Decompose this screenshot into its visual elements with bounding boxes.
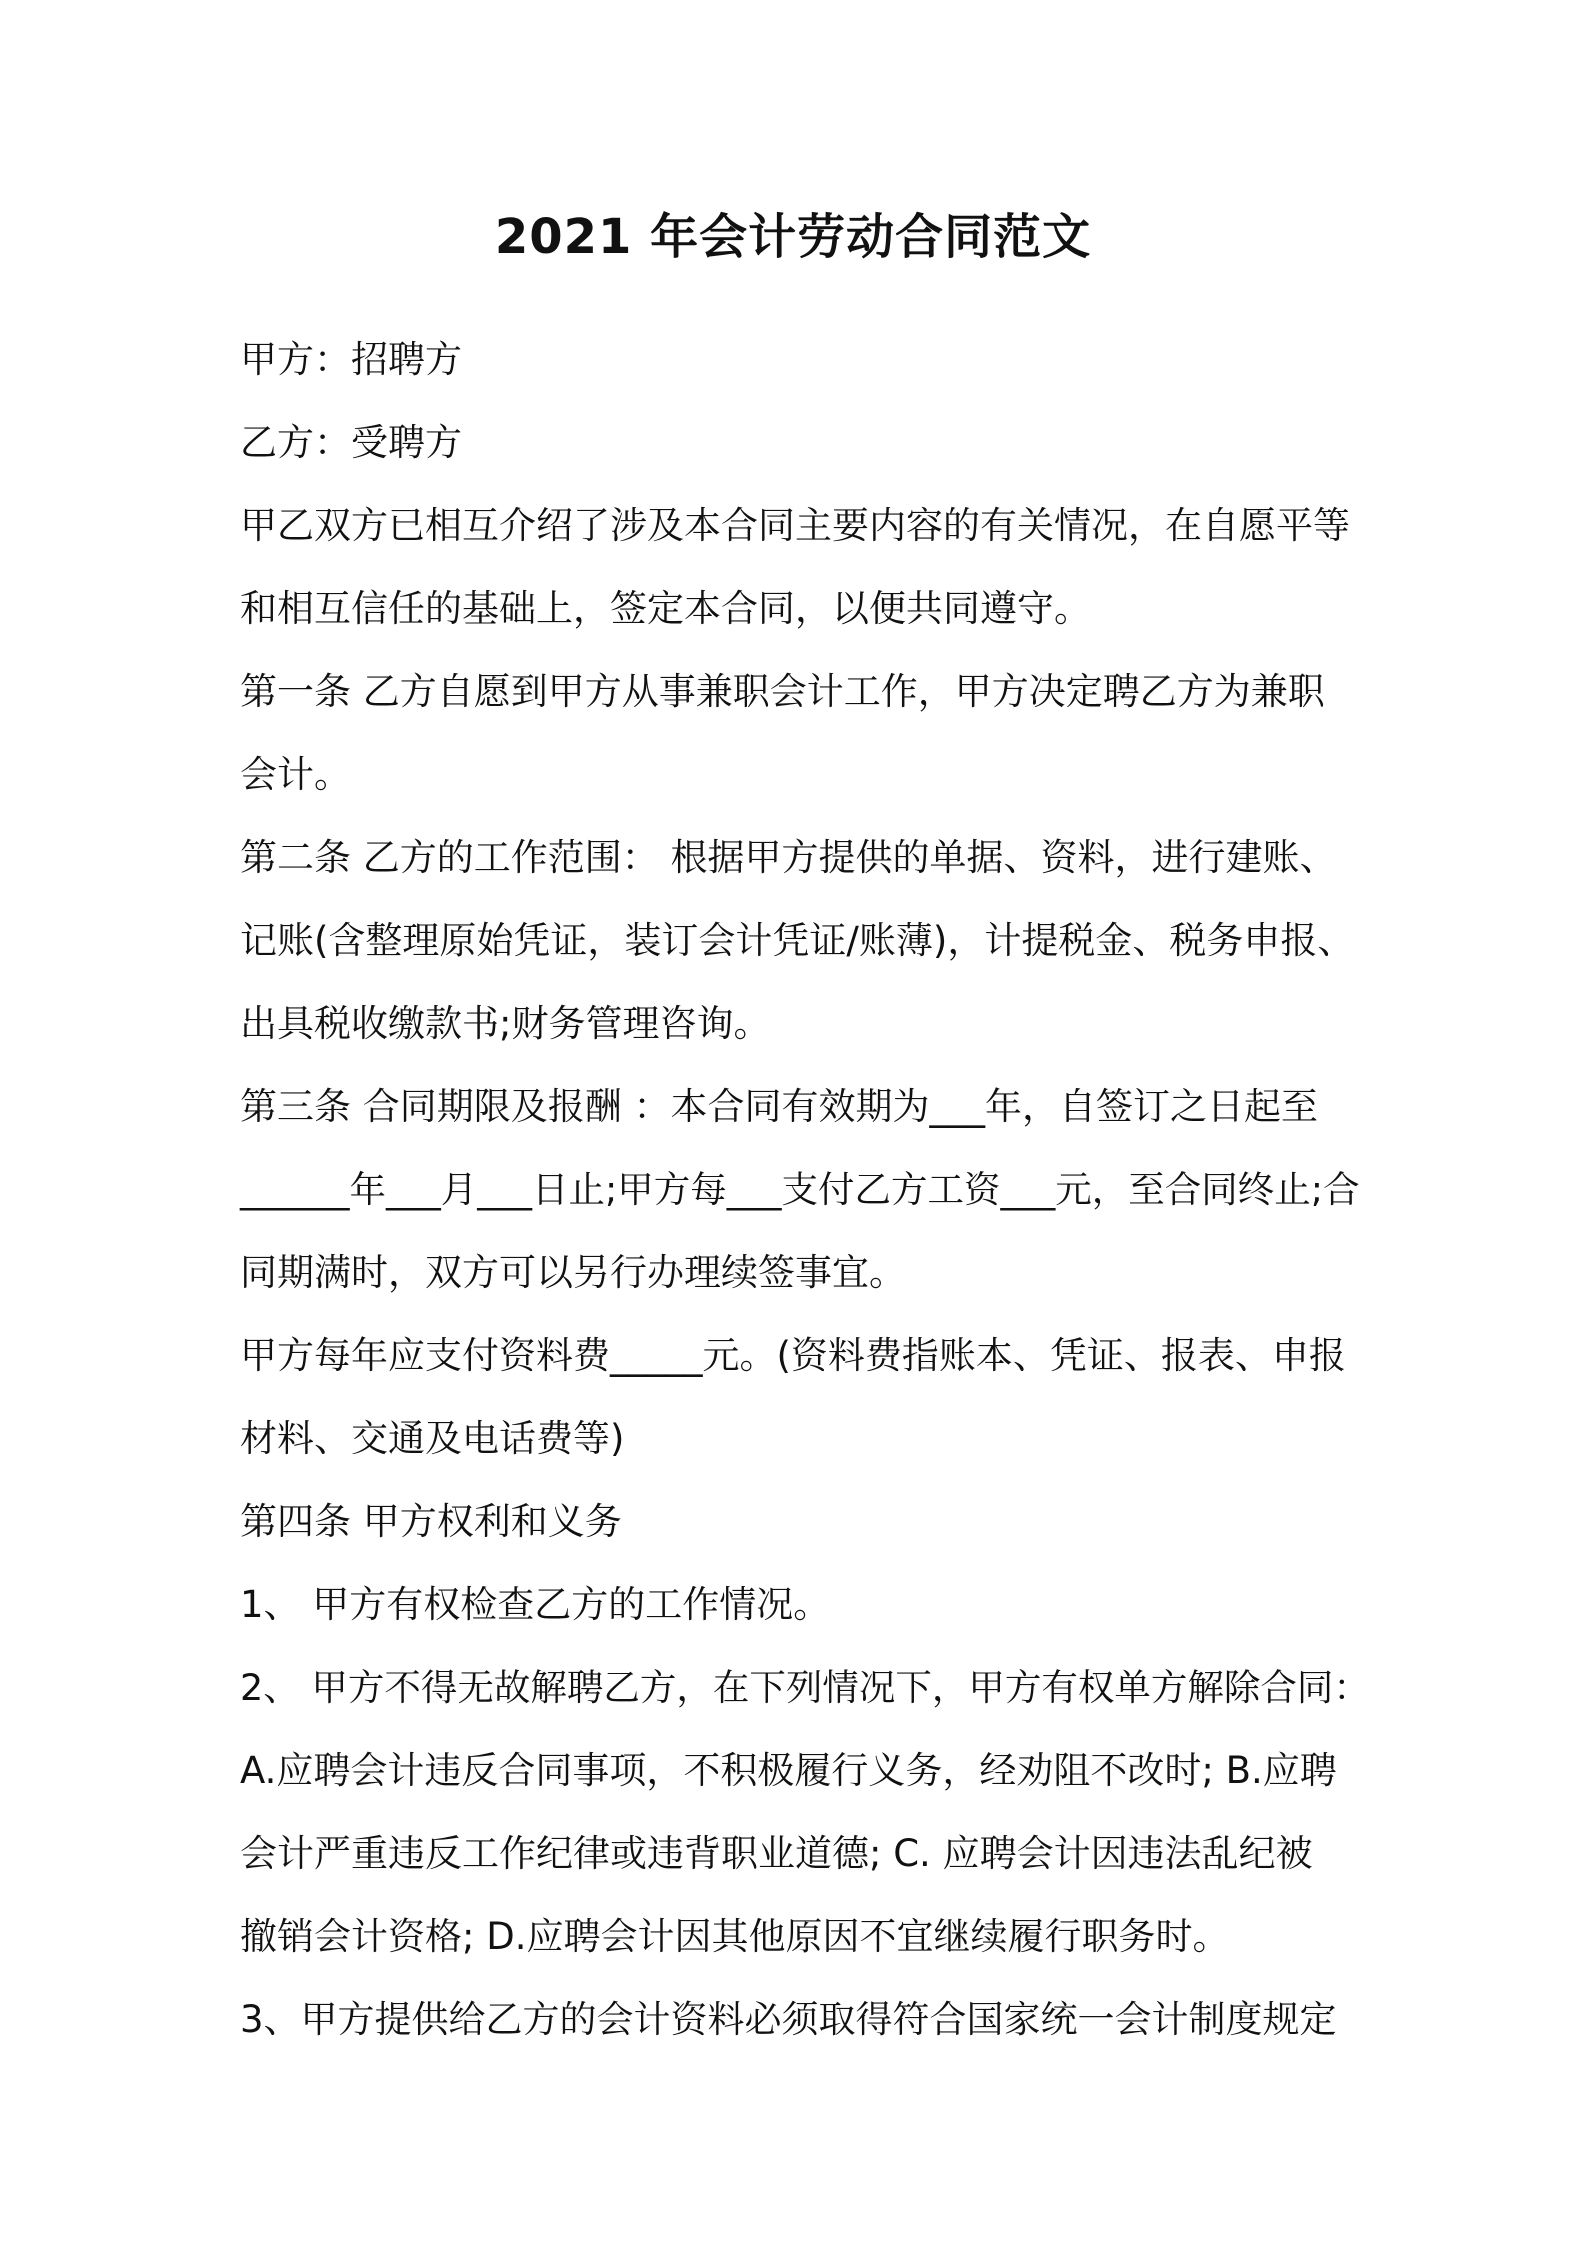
document-title: 2021 年会计劳动合同范文 [494,209,1092,265]
text-line: 同期满时，双方可以另行办理续签事宜。 [240,1251,906,1294]
text-line: 记账(含整理原始凭证，装订会计凭证/账薄)，计提税金、税务申报、 [240,919,1355,962]
text-line: 甲方每年应支付资料费_____元。(资料费指账本、凭证、报表、申报 [240,1334,1346,1377]
text-line: 甲乙双方已相互介绍了涉及本合同主要内容的有关情况，在自愿平等 [240,504,1350,547]
text-line: 第四条 甲方权利和义务 [240,1500,622,1543]
text-line: 会计严重违反工作纪律或违背职业道德; C. 应聘会计因违法乱纪被 [240,1832,1313,1875]
text-line: 出具税收缴款书;财务管理咨询。 [240,1002,771,1045]
text-line: 1、 甲方有权检查乙方的工作情况。 [240,1583,831,1626]
document-body [240,318,1370,2061]
text-line: 甲方：招聘方 [240,338,462,381]
text-line: A.应聘会计违反合同事项，不积极履行义务，经劝阻不改时; B.应聘 [240,1749,1337,1792]
text-line: 第二条 乙方的工作范围： 根据甲方提供的单据、资料，进行建账、 [240,836,1337,879]
text-line: 3、甲方提供给乙方的会计资料必须取得符合国家统一会计制度规定 [240,1998,1337,2041]
text-line: ______年___月___日止;甲方每___支付乙方工资___元，至合同终止;合 [240,1168,1360,1211]
text-line: 第三条 合同期限及报酬 ：本合同有效期为___年，自签订之日起至 [240,1085,1319,1128]
text-line: 乙方：受聘方 [240,421,462,464]
text-line: 会计。 [240,753,351,796]
text-line: 第一条 乙方自愿到甲方从事兼职会计工作，甲方决定聘乙方为兼职 [240,670,1325,713]
text-line: 撤销会计资格; D.应聘会计因其他原因不宜继续履行职务时。 [240,1915,1230,1958]
text-line: 2、 甲方不得无故解聘乙方，在下列情况下，甲方有权单方解除合同： [240,1666,1370,1709]
text-line: 和相互信任的基础上，签定本合同，以便共同遵守。 [240,587,1091,630]
text-line: 材料、交通及电话费等) [240,1417,625,1460]
